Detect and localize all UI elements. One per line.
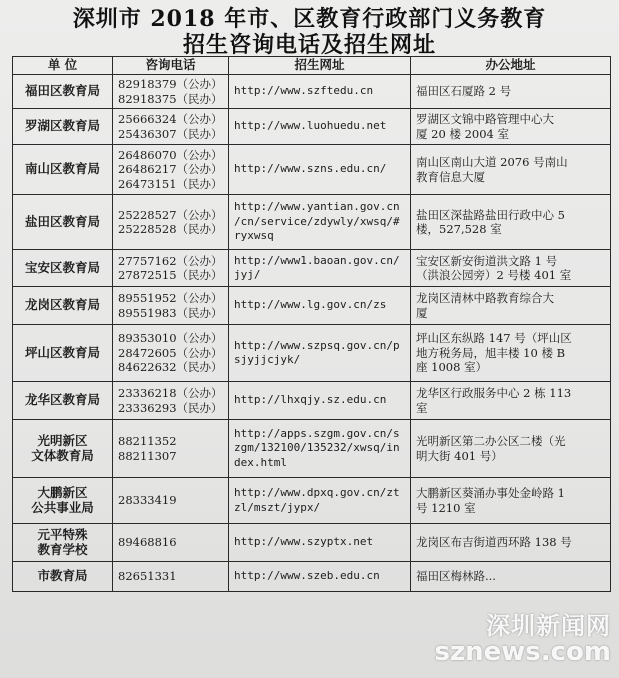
unit-cell — [13, 562, 113, 592]
sznews-watermark — [435, 606, 612, 667]
phone-cell — [113, 382, 229, 420]
unit-cell — [13, 109, 113, 145]
unit-cell — [13, 75, 113, 109]
watermark-cn: 深圳新闻网 — [486, 612, 611, 640]
phone-cell — [113, 478, 229, 524]
url-cell[interactable] — [229, 562, 411, 592]
address-cell-line: 龙岗区布吉街道西环路 138 号 — [416, 535, 572, 550]
address-cell — [411, 478, 611, 524]
address-cell-line: 罗湖区文锦中路管理中心大 — [416, 112, 554, 126]
url-cell[interactable] — [229, 109, 411, 145]
url-cell-line[interactable]: http://www.szyptx.net — [234, 535, 374, 549]
url-cell[interactable] — [229, 420, 411, 478]
address-cell — [411, 75, 611, 109]
unit-cell-line: 文体教育局 — [31, 447, 94, 463]
address-cell-line: 室 — [416, 400, 428, 415]
table-row — [13, 145, 611, 195]
url-cell[interactable] — [229, 478, 411, 524]
unit-cell-line: 大鹏新区 — [37, 485, 88, 500]
unit-cell — [13, 250, 113, 287]
unit-cell-line: 罗湖区教育局 — [24, 118, 100, 134]
url-cell-line[interactable]: /cn/service/zdywly/xwsq/# — [234, 214, 400, 228]
url-cell-line[interactable]: http://www.luohuedu.net — [234, 119, 387, 133]
unit-cell-line: 南山区教育局 — [24, 161, 100, 177]
address-cell — [411, 524, 611, 562]
phone-cell-line: 25228527（公办） — [118, 207, 223, 222]
url-cell-line[interactable]: http://www.szpsq.gov.cn/p — [234, 338, 400, 352]
phone-cell-line: 82918375（民办） — [118, 91, 223, 106]
url-cell-line[interactable]: jyj/ — [234, 268, 261, 281]
watermark-en: sznews.com — [434, 637, 611, 667]
table-row — [13, 325, 611, 382]
phone-cell — [113, 195, 229, 250]
unit-cell-line: 龙华区教育局 — [24, 392, 100, 408]
address-cell-line: 龙华区行政服务中心 2 栋 113 — [416, 386, 572, 400]
url-cell[interactable] — [229, 524, 411, 562]
phone-cell-line: 25228528（民办） — [118, 222, 223, 236]
address-cell — [411, 420, 611, 478]
phone-cell-line: 28333419 — [118, 493, 177, 508]
url-cell[interactable] — [229, 287, 411, 325]
unit-cell — [13, 195, 113, 250]
phone-cell-line: 88211307 — [118, 448, 177, 463]
url-cell-line[interactable]: sjyjjcjyk/ — [234, 353, 301, 366]
unit-cell — [13, 420, 113, 478]
address-cell — [411, 195, 611, 250]
unit-cell-line: 福田区教育局 — [24, 83, 100, 99]
phone-cell-line: 28472605（公办） — [118, 345, 223, 360]
page-title-line1: 深圳市 2018 年市、区教育行政部门义务教育 — [72, 6, 547, 32]
unit-cell — [13, 287, 113, 325]
address-cell-line: 光明新区第二办公区二楼（光 — [416, 434, 566, 448]
phone-cell-line: 82651331 — [118, 569, 177, 584]
unit-cell-line: 市教育局 — [37, 568, 88, 584]
address-cell-line: 号 1210 室 — [416, 500, 476, 515]
phone-cell-line: 23336293（民办） — [118, 400, 223, 415]
url-cell-line[interactable]: http://www1.baoan.gov.cn/ — [234, 253, 400, 267]
phone-cell — [113, 287, 229, 325]
address-cell-line: 宝安区新安街道洪文路 1 号 — [416, 253, 558, 268]
phone-cell-line: 88211352 — [118, 434, 177, 448]
table-row — [13, 382, 611, 420]
url-cell[interactable] — [229, 250, 411, 287]
phone-cell-line: 89468816 — [118, 535, 177, 550]
header-phone: 咨询电话 — [113, 57, 229, 75]
address-cell — [411, 109, 611, 145]
url-cell-line[interactable]: http://apps.szgm.gov.cn/s — [234, 426, 400, 440]
table-row — [13, 109, 611, 145]
phone-cell-line: 25436307（民办） — [118, 126, 223, 141]
url-cell[interactable] — [229, 75, 411, 109]
address-cell-line: （洪浪公园旁）2 号楼 401 室 — [416, 268, 572, 282]
address-cell — [411, 287, 611, 325]
address-cell-line: 地方税务局，旭丰楼 10 楼 B — [416, 345, 566, 360]
phone-cell-line: 26486217（公办） — [118, 162, 223, 177]
address-cell-line: 坪山区东纵路 147 号（坪山区 — [416, 331, 572, 346]
url-cell-line[interactable]: http://www.szns.edu.cn/ — [234, 162, 387, 176]
table-row — [13, 478, 611, 524]
phone-cell-line: 27757162（公办） — [118, 253, 223, 268]
address-cell-line: 厦 20 楼 2004 室 — [416, 126, 510, 141]
unit-cell-line: 公共事业局 — [31, 499, 94, 515]
header-address: 办公地址 — [411, 57, 611, 75]
table-body — [13, 75, 611, 592]
header-unit: 单 位 — [13, 57, 113, 75]
table-row — [13, 250, 611, 287]
header-url: 招生网址 — [229, 57, 411, 75]
address-cell-line: 教育信息大厦 — [416, 169, 485, 184]
address-cell-line: 福田区石厦路 2 号 — [416, 84, 512, 99]
phone-cell-line: 89551952（公办） — [118, 291, 223, 305]
address-cell — [411, 382, 611, 420]
table-row — [13, 562, 611, 592]
url-cell-line[interactable]: ryxwsq — [234, 229, 274, 243]
phone-cell-line: 89353010（公办） — [118, 331, 223, 346]
address-cell — [411, 250, 611, 287]
phone-cell — [113, 145, 229, 195]
address-cell — [411, 325, 611, 382]
unit-cell-line: 教育学校 — [37, 541, 88, 557]
unit-cell-line: 龙岗区教育局 — [24, 297, 100, 313]
unit-cell — [13, 145, 113, 195]
phone-cell — [113, 109, 229, 145]
phone-cell-line: 84622632（民办） — [118, 360, 223, 375]
unit-cell — [13, 478, 113, 524]
url-cell[interactable] — [229, 382, 411, 420]
url-cell-line[interactable]: http://www.szeb.edu.cn — [234, 569, 380, 583]
unit-cell-line: 宝安区教育局 — [24, 259, 100, 275]
table-row — [13, 420, 611, 478]
address-cell-line: 座 1008 室） — [416, 360, 488, 375]
unit-cell — [13, 524, 113, 562]
phone-cell-line: 23336218（公办） — [118, 386, 223, 400]
phone-cell-line: 82918379（公办） — [118, 77, 223, 91]
enrollment-contact-table — [12, 56, 611, 592]
phone-cell — [113, 562, 229, 592]
unit-cell-line: 光明新区 — [37, 433, 88, 448]
address-cell-line: 盐田区深盐路盐田行政中心 5 — [416, 207, 565, 222]
table-row — [13, 75, 611, 109]
url-cell[interactable] — [229, 145, 411, 195]
url-cell-line[interactable]: http://www.lg.gov.cn/zs — [234, 298, 387, 312]
phone-cell-line: 26473151（民办） — [118, 176, 223, 191]
phone-cell-line: 27872515（民办） — [118, 268, 223, 282]
phone-cell — [113, 75, 229, 109]
unit-cell — [13, 325, 113, 382]
unit-cell — [13, 382, 113, 420]
url-cell-line[interactable]: http://www.yantian.gov.cn — [234, 200, 400, 214]
page-title-line2: 招生咨询电话及招生网址 — [182, 32, 436, 58]
table-header-row — [13, 57, 611, 75]
address-cell — [411, 145, 611, 195]
phone-cell-line: 25666324（公办） — [118, 112, 223, 126]
phone-cell — [113, 524, 229, 562]
phone-cell — [113, 250, 229, 287]
address-cell — [411, 562, 611, 592]
address-cell-line: 南山区南山大道 2076 号南山 — [416, 155, 568, 169]
phone-cell — [113, 420, 229, 478]
address-cell-line: 厦 — [416, 305, 428, 320]
phone-cell-line: 26486070（公办） — [118, 147, 223, 162]
url-cell[interactable] — [229, 195, 411, 250]
unit-cell-line: 元平特殊 — [37, 527, 88, 542]
address-cell-line: 福田区梅林路... — [416, 569, 496, 584]
address-cell-line: 龙岗区清林中路教育综合大 — [416, 291, 554, 305]
url-cell-line[interactable]: http://www.dpxq.gov.cn/zt — [234, 486, 400, 499]
url-cell[interactable] — [229, 325, 411, 382]
table-row — [13, 195, 611, 250]
unit-cell-line: 盐田区教育局 — [24, 213, 100, 229]
url-cell-line[interactable]: dex.html — [234, 455, 287, 469]
table-row — [13, 524, 611, 562]
unit-cell-line: 坪山区教育局 — [24, 344, 100, 360]
phone-cell — [113, 325, 229, 382]
url-cell-line[interactable]: http://lhxqjy.sz.edu.cn — [234, 393, 387, 407]
phone-cell-line: 89551983（民办） — [118, 305, 223, 320]
url-cell-line[interactable]: http://www.szftedu.cn — [234, 84, 374, 98]
address-cell-line: 明大街 401 号） — [416, 448, 503, 463]
url-cell-line[interactable]: zgm/132100/135232/xwsq/in — [234, 441, 400, 455]
address-cell-line: 大鹏新区葵涌办事处金岭路 1 — [416, 486, 565, 500]
table-row — [13, 287, 611, 325]
url-cell-line[interactable]: zl/mszt/jypx/ — [234, 500, 321, 514]
address-cell-line: 楼，527,528 室 — [416, 222, 502, 236]
